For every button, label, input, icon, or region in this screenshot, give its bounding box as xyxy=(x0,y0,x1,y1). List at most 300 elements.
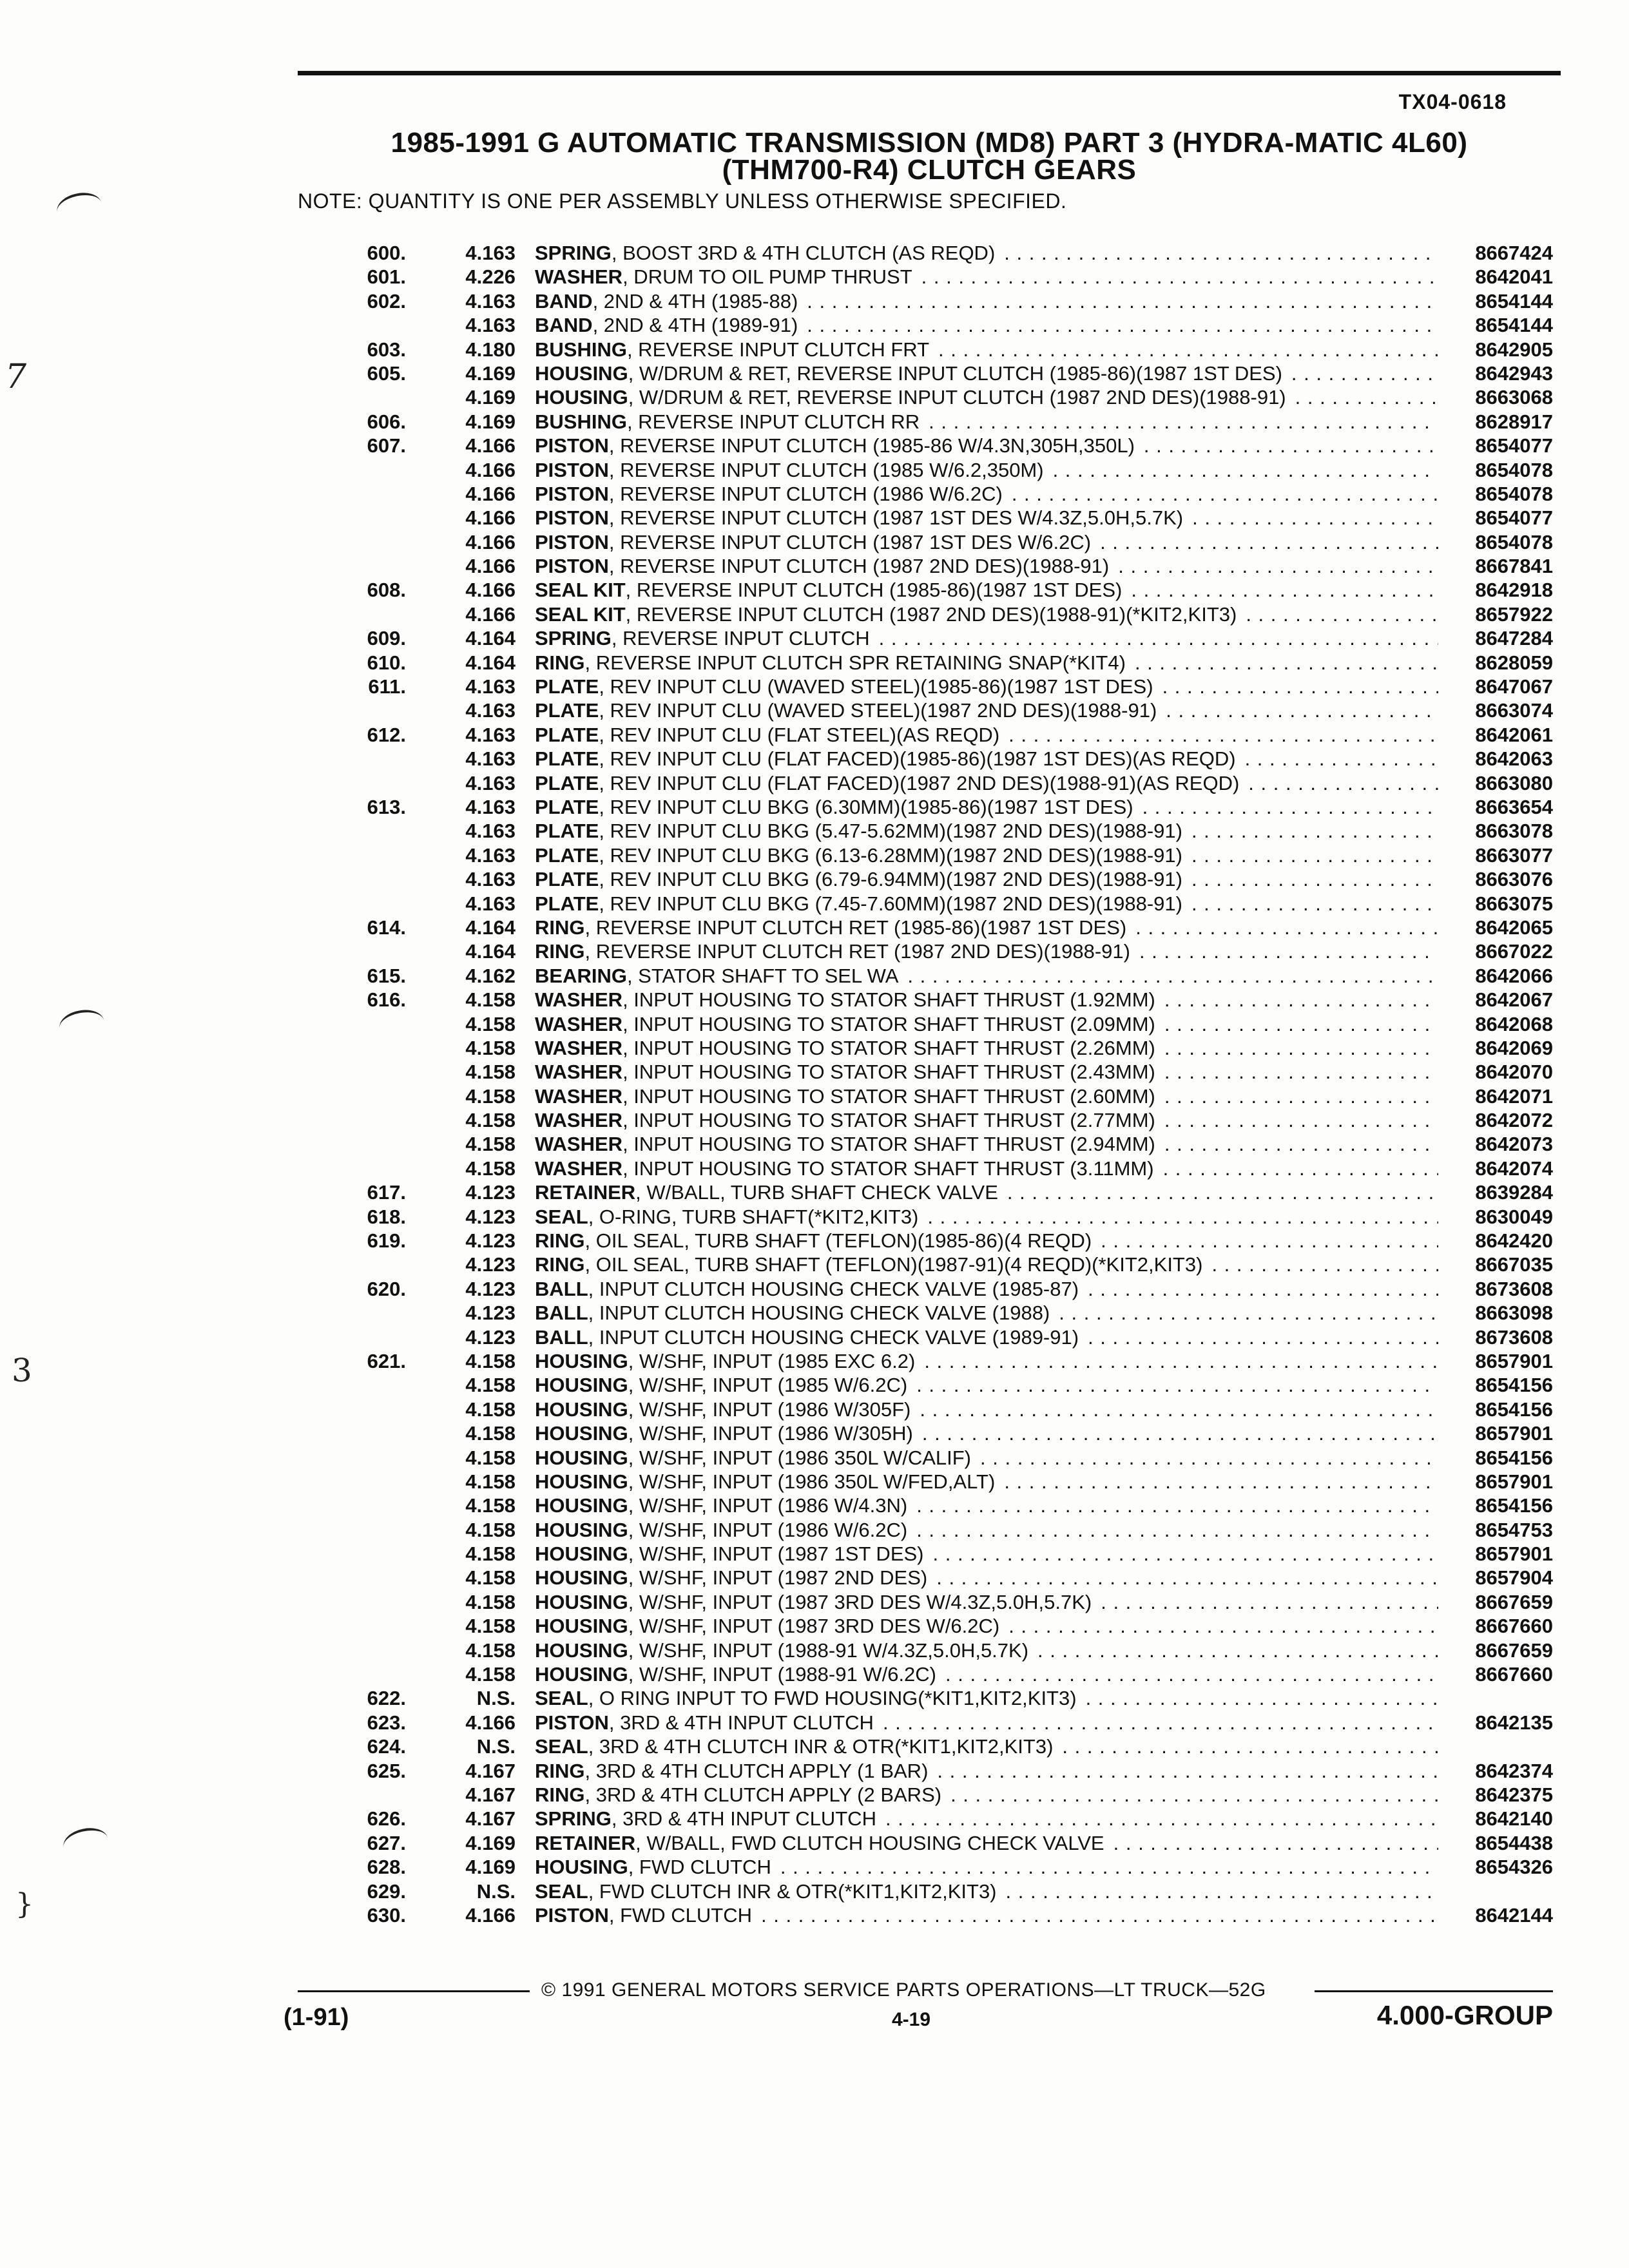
part-name: SEAL KIT xyxy=(535,579,626,602)
part-row xyxy=(335,1157,1553,1180)
group-number: 4.163 xyxy=(465,723,516,746)
ref-number: 619. xyxy=(367,1229,406,1253)
part-number: 8654078 xyxy=(1475,482,1553,505)
part-row xyxy=(335,338,1553,361)
group-number: 4.158 xyxy=(465,1349,516,1372)
dot-leader xyxy=(980,1446,1438,1470)
group-number: 4.123 xyxy=(465,1253,516,1276)
group-number: 4.163 xyxy=(465,820,516,843)
part-name: RING xyxy=(535,1783,585,1806)
group-number: 4.158 xyxy=(465,1494,516,1517)
dot-leader xyxy=(1192,506,1438,530)
dot-leader xyxy=(1012,482,1438,506)
part-detail: , INPUT HOUSING TO STATOR SHAFT THRUST (1.92MM) xyxy=(622,988,1155,1012)
part-detail: , W/SHF, INPUT (1986 W/305H) xyxy=(628,1422,913,1445)
part-name: PLATE xyxy=(535,892,599,915)
part-description xyxy=(535,1229,1450,1253)
part-detail: , REVERSE INPUT CLUTCH (1986 W/6.2C) xyxy=(608,482,1003,505)
margin-stroke-1 xyxy=(54,189,104,226)
part-detail: , 3RD & 4TH INPUT CLUTCH xyxy=(611,1807,876,1831)
part-description xyxy=(535,1132,1450,1156)
part-detail: , W/SHF, INPUT (1988-91 W/4.3Z,5.0H,5.7K) xyxy=(628,1639,1029,1662)
part-name: WASHER xyxy=(535,988,623,1012)
group-number: 4.163 xyxy=(465,747,516,771)
part-detail: , REV INPUT CLU BKG (5.47-5.62MM)(1987 2ND DES)(1988-91) xyxy=(599,820,1182,843)
dot-leader xyxy=(1164,988,1438,1012)
group-number: 4.166 xyxy=(465,1903,516,1927)
part-name: WASHER xyxy=(535,1036,623,1059)
dot-leader xyxy=(1088,1325,1438,1349)
quantity-note: NOTE: QUANTITY IS ONE PER ASSEMBLY UNLESS OTHERWISE SPECIFIED. xyxy=(298,189,1067,213)
part-number: 8642066 xyxy=(1475,964,1553,987)
part-description xyxy=(535,361,1450,385)
group-number: 4.166 xyxy=(465,506,516,530)
part-number: 8667660 xyxy=(1475,1663,1553,1686)
part-name: RING xyxy=(535,916,585,939)
group-number: 4.166 xyxy=(465,482,516,505)
part-detail: , W/SHF, INPUT (1987 3RD DES W/6.2C) xyxy=(628,1615,1000,1638)
group-number: 4.166 xyxy=(465,1711,516,1734)
part-description xyxy=(535,1036,1450,1060)
part-row xyxy=(335,626,1553,650)
group-number: 4.164 xyxy=(465,940,516,963)
part-description xyxy=(535,1084,1450,1108)
ref-number: 601. xyxy=(367,265,406,289)
ref-number: 603. xyxy=(367,338,406,361)
part-name: HOUSING xyxy=(535,1398,628,1421)
dot-leader xyxy=(761,1903,1438,1927)
part-description xyxy=(535,1446,1450,1470)
group-number: 4.169 xyxy=(465,386,516,409)
part-number: 8654326 xyxy=(1475,1856,1553,1879)
part-name: WASHER xyxy=(535,1012,623,1035)
part-row xyxy=(335,1349,1553,1373)
ref-number: 614. xyxy=(367,916,406,939)
part-detail: , W/SHF, INPUT (1987 3RD DES W/4.3Z,5.0H,5.7K) xyxy=(628,1590,1092,1613)
part-number: 8654078 xyxy=(1475,530,1553,553)
part-number: 8657901 xyxy=(1475,1542,1553,1566)
part-row xyxy=(335,289,1553,313)
part-detail: , BOOST 3RD & 4TH CLUTCH (AS REQD) xyxy=(611,242,996,264)
part-row xyxy=(335,1205,1553,1229)
revision-date: (1-91) xyxy=(284,2004,349,2031)
part-number: 8654156 xyxy=(1475,1398,1553,1421)
part-name: PLATE xyxy=(535,868,599,891)
part-detail: , FWD CLUTCH xyxy=(608,1903,752,1927)
part-name: PLATE xyxy=(535,675,599,698)
dot-leader xyxy=(1101,1590,1438,1614)
part-row xyxy=(335,1566,1553,1590)
dot-leader xyxy=(1191,843,1438,867)
part-detail: , REVERSE INPUT CLUTCH (1985-86 W/4.3N,305H,350L) xyxy=(608,434,1135,457)
part-number: 8667660 xyxy=(1475,1615,1553,1638)
group-number: 4.163 xyxy=(465,843,516,867)
ref-number: 630. xyxy=(367,1903,406,1927)
part-detail: , REVERSE INPUT CLUTCH (1987 1ST DES W/4.3Z,5.0H,5.7K) xyxy=(608,506,1184,530)
part-description xyxy=(535,651,1450,675)
part-name: HOUSING xyxy=(535,1494,628,1517)
group-number: 4.166 xyxy=(465,434,516,457)
part-description xyxy=(535,265,1450,289)
dot-leader xyxy=(1211,1253,1438,1276)
part-description xyxy=(535,1349,1450,1373)
group-number: 4.164 xyxy=(465,916,516,939)
group-number: 4.158 xyxy=(465,1036,516,1059)
group-number: 4.123 xyxy=(465,1325,516,1349)
part-detail: , REVERSE INPUT CLUTCH SPR RETAINING SNAP(*KIT4) xyxy=(584,651,1126,674)
part-row xyxy=(335,771,1553,795)
part-description xyxy=(535,1518,1450,1542)
part-detail: , 3RD & 4TH CLUTCH APPLY (2 BARS) xyxy=(584,1783,942,1806)
margin-mark-3: 3 xyxy=(12,1352,32,1389)
dot-leader xyxy=(1053,458,1438,482)
part-description xyxy=(535,1253,1450,1276)
group-number: 4.166 xyxy=(465,530,516,553)
part-row xyxy=(335,1662,1553,1686)
part-name: PISTON xyxy=(535,434,609,457)
part-number: 8642067 xyxy=(1475,988,1553,1012)
part-description xyxy=(535,578,1450,602)
part-detail: , REV INPUT CLU BKG (6.13-6.28MM)(1987 2ND DES)(1988-91) xyxy=(599,843,1182,867)
part-description xyxy=(535,843,1450,867)
part-row xyxy=(335,1398,1553,1421)
part-name: WASHER xyxy=(535,1109,623,1132)
part-detail: , W/SHF, INPUT (1986 W/4.3N) xyxy=(628,1494,908,1517)
dot-leader xyxy=(1164,1132,1438,1156)
part-row xyxy=(335,1373,1553,1397)
part-row xyxy=(335,988,1553,1012)
ref-number: 616. xyxy=(367,988,406,1012)
part-row xyxy=(335,675,1553,698)
part-row xyxy=(335,916,1553,939)
part-detail: , W/SHF, INPUT (1985 EXC 6.2) xyxy=(628,1349,916,1372)
part-description xyxy=(535,892,1450,916)
part-name: WASHER xyxy=(535,1084,623,1108)
margin-mark-brace: } xyxy=(15,1888,34,1921)
part-number: 8657904 xyxy=(1475,1566,1553,1590)
part-number: 8642905 xyxy=(1475,338,1553,361)
part-number: 8667659 xyxy=(1475,1590,1553,1613)
part-detail: , W/SHF, INPUT (1986 W/305F) xyxy=(628,1398,911,1421)
part-detail: , INPUT HOUSING TO STATOR SHAFT THRUST (2.94MM) xyxy=(622,1133,1155,1156)
group-number: 4.164 xyxy=(465,651,516,674)
part-detail: , REV INPUT CLU BKG (6.79-6.94MM)(1987 2ND DES)(1988-91) xyxy=(599,868,1182,891)
part-number: 8654753 xyxy=(1475,1518,1553,1541)
part-number: 8642943 xyxy=(1475,361,1553,385)
ref-number: 620. xyxy=(367,1277,406,1300)
part-number: 8654144 xyxy=(1475,289,1553,312)
ref-number: 627. xyxy=(367,1831,406,1854)
part-description xyxy=(535,1686,1450,1710)
group-number: 4.158 xyxy=(465,1109,516,1132)
part-row xyxy=(335,1253,1553,1276)
dot-leader xyxy=(883,1711,1438,1735)
group-number: 4.163 xyxy=(465,795,516,818)
part-row xyxy=(335,506,1553,530)
part-row xyxy=(335,530,1553,554)
dot-leader xyxy=(1162,675,1438,698)
part-number: 8657922 xyxy=(1475,602,1553,626)
dot-leader xyxy=(936,1566,1438,1590)
part-description xyxy=(535,482,1450,506)
part-row xyxy=(335,1542,1553,1566)
part-name: PISTON xyxy=(535,555,609,578)
part-detail: , 3RD & 4TH CLUTCH INR & OTR(*KIT1,KIT2,KIT3) xyxy=(588,1735,1054,1758)
group-number: 4.123 xyxy=(465,1277,516,1300)
part-row xyxy=(335,602,1553,626)
group-number: 4.166 xyxy=(465,602,516,626)
part-description xyxy=(535,1735,1450,1758)
ref-number: 623. xyxy=(367,1711,406,1734)
group-number: N.S. xyxy=(476,1735,516,1758)
part-description xyxy=(535,1157,1450,1180)
dot-leader xyxy=(1004,241,1438,265)
dot-leader xyxy=(1086,1686,1438,1710)
part-detail: , REV INPUT CLU (FLAT FACED)(1987 2ND DES)(1988-91)(AS REQD) xyxy=(599,771,1240,794)
part-number: 8667659 xyxy=(1475,1639,1553,1662)
part-row xyxy=(335,1301,1553,1325)
footer-rule-right xyxy=(1315,1990,1553,1992)
part-row xyxy=(335,1807,1553,1831)
part-number: 8654156 xyxy=(1475,1494,1553,1517)
part-detail: , REV INPUT CLU BKG (6.30MM)(1985-86)(1987 1ST DES) xyxy=(599,795,1133,818)
group-number: N.S. xyxy=(476,1879,516,1903)
part-number: 8639284 xyxy=(1475,1181,1553,1204)
part-row xyxy=(335,458,1553,482)
margin-stroke-2 xyxy=(57,1006,107,1042)
group-number: 4.123 xyxy=(465,1302,516,1325)
part-row xyxy=(335,1060,1553,1084)
part-name: BALL xyxy=(535,1325,588,1349)
part-detail: , REVERSE INPUT CLUTCH RR xyxy=(626,410,920,433)
part-description xyxy=(535,1614,1450,1638)
part-name: SPRING xyxy=(535,1807,612,1831)
part-name: WASHER xyxy=(535,265,623,289)
part-detail: , O RING INPUT TO FWD HOUSING(*KIT1,KIT2,KIT3) xyxy=(588,1687,1077,1710)
part-row xyxy=(335,1108,1553,1132)
part-detail: , REVERSE INPUT CLUTCH (1987 2ND DES)(1988-91)(*KIT2,KIT3) xyxy=(625,602,1237,626)
part-number: 8657901 xyxy=(1475,1470,1553,1493)
dot-leader xyxy=(885,1807,1438,1831)
part-number: 8654077 xyxy=(1475,506,1553,530)
part-detail: , STATOR SHAFT TO SEL WA xyxy=(626,964,899,987)
group-number: 4.163 xyxy=(465,675,516,698)
part-name: SEAL xyxy=(535,1879,588,1903)
group-number: 4.158 xyxy=(465,1566,516,1590)
part-detail: , INPUT CLUTCH HOUSING CHECK VALVE (1989-91) xyxy=(588,1325,1079,1349)
part-detail: , W/DRUM & RET, REVERSE INPUT CLUTCH (1987 2ND DES)(1988-91) xyxy=(628,386,1286,409)
dot-leader xyxy=(1007,1180,1438,1204)
dot-leader xyxy=(1164,1036,1438,1060)
group-number: 4.166 xyxy=(465,458,516,481)
ref-number: 608. xyxy=(367,579,406,602)
part-description xyxy=(535,1542,1450,1566)
part-description xyxy=(535,1759,1450,1783)
part-name: HOUSING xyxy=(535,1590,628,1613)
part-number: 8663075 xyxy=(1475,892,1553,915)
dot-leader xyxy=(1004,1470,1438,1494)
dot-leader xyxy=(922,1421,1438,1445)
part-number: 8642072 xyxy=(1475,1109,1553,1132)
part-row xyxy=(335,747,1553,771)
part-row xyxy=(335,1012,1553,1036)
part-description xyxy=(535,1325,1450,1349)
part-row xyxy=(335,1855,1553,1879)
part-detail: , W/SHF, INPUT (1988-91 W/6.2C) xyxy=(628,1663,937,1686)
part-name: PLATE xyxy=(535,747,599,771)
dot-leader xyxy=(1101,1229,1438,1253)
part-detail: , W/SHF, INPUT (1986 350L W/FED,ALT) xyxy=(628,1470,996,1493)
part-name: HOUSING xyxy=(535,1663,628,1686)
dot-leader xyxy=(1100,530,1438,554)
part-row xyxy=(335,265,1553,289)
part-description xyxy=(535,506,1450,530)
dot-leader xyxy=(1008,1614,1438,1638)
ref-number: 622. xyxy=(367,1687,406,1710)
margin-mark-7: 7 xyxy=(5,358,27,396)
dot-leader xyxy=(1248,771,1438,795)
dot-leader xyxy=(1139,939,1438,963)
part-description xyxy=(535,698,1450,722)
part-row xyxy=(335,1590,1553,1614)
group-number: 4.163 xyxy=(465,242,516,264)
group-number: 4.163 xyxy=(465,868,516,891)
part-description xyxy=(535,530,1450,554)
part-detail: , REVERSE INPUT CLUTCH (1985-86)(1987 1ST DES) xyxy=(625,579,1123,602)
dot-leader xyxy=(1164,1060,1438,1084)
part-row xyxy=(335,698,1553,722)
ref-number: 613. xyxy=(367,795,406,818)
group-number: 4.158 xyxy=(465,1061,516,1084)
part-number: 8647284 xyxy=(1475,627,1553,650)
part-detail: , W/BALL, FWD CLUTCH HOUSING CHECK VALVE xyxy=(635,1831,1104,1854)
part-number: 8657901 xyxy=(1475,1422,1553,1445)
part-row xyxy=(335,241,1553,265)
dot-leader xyxy=(1088,1277,1438,1301)
dot-leader xyxy=(933,1542,1439,1566)
part-number: 8642071 xyxy=(1475,1084,1553,1108)
part-name: BEARING xyxy=(535,964,627,987)
part-name: SPRING xyxy=(535,627,612,650)
dot-leader xyxy=(1142,795,1438,819)
part-name: SEAL KIT xyxy=(535,602,626,626)
part-row xyxy=(335,1711,1553,1735)
part-row xyxy=(335,554,1553,578)
part-name: SEAL xyxy=(535,1687,588,1710)
part-description xyxy=(535,1205,1450,1229)
part-row xyxy=(335,1614,1553,1638)
dot-leader xyxy=(916,1518,1438,1542)
part-description xyxy=(535,1566,1450,1590)
part-name: PLATE xyxy=(535,699,599,722)
part-name: PLATE xyxy=(535,771,599,794)
part-detail: , INPUT CLUTCH HOUSING CHECK VALVE (1988) xyxy=(588,1302,1050,1325)
part-name: SPRING xyxy=(535,242,612,264)
part-row xyxy=(335,361,1553,385)
dot-leader xyxy=(924,1349,1438,1373)
dot-leader xyxy=(1191,867,1438,891)
group-number: 4.163 xyxy=(465,771,516,794)
ref-number: 600. xyxy=(367,242,406,264)
ref-number: 607. xyxy=(367,434,406,457)
dot-leader xyxy=(1246,602,1438,626)
dot-leader xyxy=(1113,1831,1438,1855)
part-description xyxy=(535,964,1450,988)
part-detail: , INPUT HOUSING TO STATOR SHAFT THRUST (2.77MM) xyxy=(622,1109,1155,1132)
part-number: 8642918 xyxy=(1475,579,1553,602)
part-row xyxy=(335,723,1553,747)
part-description xyxy=(535,723,1450,747)
group-number: 4.180 xyxy=(465,338,516,361)
part-description xyxy=(535,1855,1450,1879)
part-number: 8663077 xyxy=(1475,843,1553,867)
group-number: 4.123 xyxy=(465,1205,516,1228)
part-row xyxy=(335,1446,1553,1470)
dot-leader xyxy=(1163,1157,1438,1180)
group-number: 4.158 xyxy=(465,1615,516,1638)
part-detail: , REVERSE INPUT CLUTCH FRT xyxy=(626,338,930,361)
dot-leader xyxy=(929,410,1438,434)
part-name: BAND xyxy=(535,314,593,337)
part-number: 8628059 xyxy=(1475,651,1553,674)
part-row xyxy=(335,651,1553,675)
part-number: 8657901 xyxy=(1475,1349,1553,1372)
group-number: 4.158 xyxy=(465,988,516,1012)
part-name: HOUSING xyxy=(535,361,628,385)
group-number: 4.164 xyxy=(465,627,516,650)
group-number: 4.162 xyxy=(465,964,516,987)
part-row xyxy=(335,1686,1553,1710)
part-detail: , REVERSE INPUT CLUTCH (1985 W/6.2,350M) xyxy=(608,458,1044,481)
dot-leader xyxy=(1164,1012,1438,1036)
dot-leader xyxy=(1245,747,1438,771)
ref-number: 624. xyxy=(367,1735,406,1758)
ref-number: 617. xyxy=(367,1181,406,1204)
part-row xyxy=(335,578,1553,602)
part-detail: , W/BALL, TURB SHAFT CHECK VALVE xyxy=(635,1181,998,1204)
part-number: 8642065 xyxy=(1475,916,1553,939)
part-description xyxy=(535,1398,1450,1421)
dot-leader xyxy=(1295,385,1438,409)
parts-list xyxy=(335,241,1553,1927)
part-number: 8642140 xyxy=(1475,1807,1553,1831)
part-row xyxy=(335,1421,1553,1445)
dot-leader xyxy=(1131,578,1438,602)
part-description xyxy=(535,1831,1450,1855)
part-name: PISTON xyxy=(535,530,609,553)
part-row xyxy=(335,795,1553,819)
part-detail: , FWD CLUTCH INR & OTR(*KIT1,KIT2,KIT3) xyxy=(588,1879,997,1903)
part-name: PLATE xyxy=(535,795,599,818)
part-name: PLATE xyxy=(535,820,599,843)
part-row xyxy=(335,1879,1553,1903)
part-name: RING xyxy=(535,1253,585,1276)
part-number: 8667022 xyxy=(1475,940,1553,963)
group-code: 4.000-GROUP xyxy=(1376,2000,1553,2030)
part-description xyxy=(535,338,1450,361)
dot-leader xyxy=(1166,698,1438,722)
part-number: 8663654 xyxy=(1475,795,1553,818)
part-detail: , 3RD & 4TH CLUTCH APPLY (1 BAR) xyxy=(584,1759,929,1782)
part-description xyxy=(535,1421,1450,1445)
dot-leader xyxy=(937,1759,1438,1783)
part-number: 8630049 xyxy=(1475,1205,1553,1228)
part-detail: , DRUM TO OIL PUMP THRUST xyxy=(622,265,912,289)
part-number: 8654438 xyxy=(1475,1831,1553,1854)
part-name: HOUSING xyxy=(535,1446,628,1469)
part-description xyxy=(535,434,1450,457)
part-row xyxy=(335,1903,1553,1927)
